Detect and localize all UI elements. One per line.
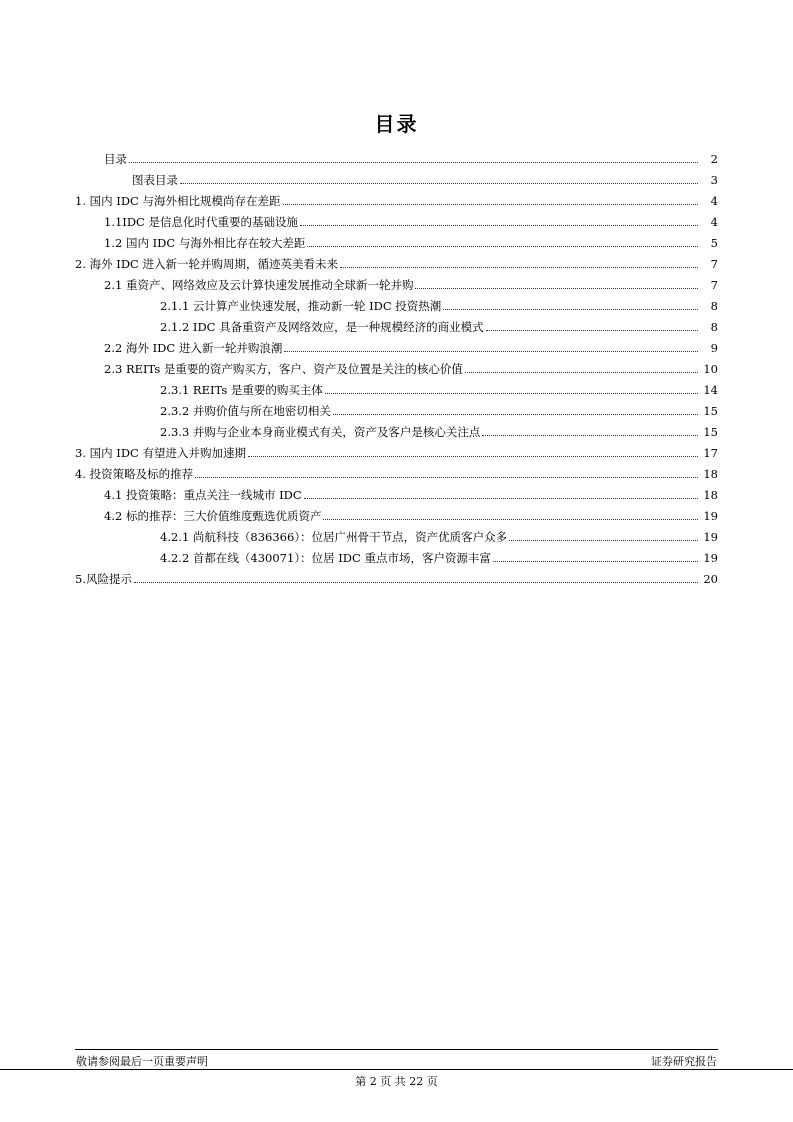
toc-entry-title: 2.1.2 IDC 具备重资产及网络效应，是一种规模经济的商业模式 — [160, 320, 484, 334]
page-title: 目录 — [374, 112, 419, 136]
toc-entry-title: 5.风险提示 — [75, 572, 132, 586]
toc-entry-page: 15 — [703, 404, 718, 418]
toc-entry[interactable] — [104, 272, 718, 292]
toc-entry-page: 7 — [710, 278, 718, 292]
toc-entry-title: 2.1.1 云计算产业快速发展，推动新一轮 IDC 投资热潮 — [160, 299, 442, 313]
toc-entry-page: 8 — [710, 299, 718, 313]
dot-leader — [300, 224, 698, 226]
toc-entry[interactable] — [104, 335, 718, 355]
toc-entry[interactable] — [75, 251, 718, 271]
toc-entry-title: 2.1 重资产、网络效应及云计算快速发展推动全球新一轮并购 — [104, 278, 414, 292]
toc-entry-title: 2. 海外 IDC 进入新一轮并购周期，循迹英美看未来 — [75, 257, 338, 271]
toc-entry[interactable] — [75, 566, 718, 586]
toc-entry-page: 10 — [703, 362, 718, 376]
toc-entry-title: 2.3 REITs 是重要的资产购买方，客户、资产及位置是关注的核心价值 — [104, 362, 463, 376]
dot-leader — [195, 476, 698, 478]
toc-entry-title: 4.2.2 首都在线（430071）：位居 IDC 重点市场，客户资源丰富 — [160, 551, 491, 565]
toc-entry-page: 8 — [710, 320, 718, 334]
toc-entry-page: 15 — [703, 425, 718, 439]
toc-entry[interactable] — [104, 230, 718, 250]
dot-leader — [493, 560, 698, 562]
toc-entry[interactable] — [160, 419, 718, 439]
toc-entry-page: 4 — [710, 215, 718, 229]
toc-entry[interactable] — [75, 461, 718, 481]
dot-leader — [509, 539, 698, 541]
toc-entry-title: 1. 国内 IDC 与海外相比规模尚存在差距 — [75, 194, 281, 208]
toc-entry[interactable] — [160, 293, 718, 313]
toc-entry-page: 19 — [703, 530, 718, 544]
footer-disclaimer: 敬请参阅最后一页重要声明 — [76, 1055, 208, 1068]
toc-entry-title: 4.2 标的推荐：三大价值维度甄选优质资产 — [104, 509, 322, 523]
dot-leader — [304, 497, 698, 499]
toc-entry-page: 3 — [710, 173, 718, 187]
toc-entry[interactable] — [160, 545, 718, 565]
dot-leader — [283, 203, 699, 205]
dot-leader — [443, 308, 698, 310]
dot-leader — [307, 245, 698, 247]
toc-entry-page: 19 — [703, 551, 718, 565]
toc-entry[interactable] — [104, 482, 718, 502]
footer-divider — [75, 1049, 718, 1050]
toc-entry-title: 图表目录 — [132, 173, 178, 187]
dot-leader — [340, 266, 698, 268]
toc-entry[interactable] — [104, 503, 718, 523]
toc-entry-title: 2.3.2 并购价值与所在地密切相关 — [160, 404, 331, 418]
toc-entry-title: 2.3.3 并购与企业本身商业模式有关，资产及客户是核心关注点 — [160, 425, 481, 439]
toc-entry-title: 1.1IDC 是信息化时代重要的基础设施 — [104, 215, 299, 229]
toc-entry-title: 1.2 国内 IDC 与海外相比存在较大差距 — [104, 236, 306, 250]
dot-leader — [415, 287, 698, 289]
toc-entry-page: 9 — [710, 341, 718, 355]
page-number: 第 2 页 共 22 页 — [355, 1075, 438, 1088]
dot-leader — [248, 455, 698, 457]
footer-bottom-divider — [0, 1069, 793, 1070]
toc-entry-page: 5 — [710, 236, 718, 250]
toc-entry-title: 4. 投资策略及标的推荐 — [75, 467, 194, 481]
dot-leader — [180, 182, 698, 184]
dot-leader — [284, 350, 698, 352]
toc-entry[interactable] — [160, 524, 718, 544]
toc-entry[interactable] — [104, 356, 718, 376]
toc-entry[interactable] — [104, 146, 718, 166]
toc-entry-page: 19 — [703, 509, 718, 523]
toc-entry-page: 20 — [703, 572, 718, 586]
toc-entry[interactable] — [75, 188, 718, 208]
toc-entry-page: 7 — [710, 257, 718, 271]
toc-entry-page: 2 — [710, 152, 718, 166]
toc-entry-title: 2.3.1 REITs 是重要的购买主体 — [160, 383, 323, 397]
dot-leader — [333, 413, 698, 415]
toc-entry-page: 4 — [710, 194, 718, 208]
toc-entry[interactable] — [104, 209, 718, 229]
dot-leader — [325, 392, 698, 394]
toc-entry-title: 2.2 海外 IDC 进入新一轮并购浪潮 — [104, 341, 283, 355]
toc-entry[interactable] — [160, 398, 718, 418]
footer-report-type: 证券研究报告 — [651, 1055, 717, 1068]
toc-entry-page: 18 — [703, 467, 718, 481]
dot-leader — [134, 581, 698, 583]
toc-entry-page: 18 — [703, 488, 718, 502]
toc-entry-title: 3. 国内 IDC 有望进入并购加速期 — [75, 446, 246, 460]
toc-entry[interactable] — [75, 440, 718, 460]
toc-entry-title: 目录 — [104, 152, 127, 166]
dot-leader — [482, 434, 698, 436]
dot-leader — [129, 161, 698, 163]
toc-entry[interactable] — [160, 314, 718, 334]
toc-entry-title: 4.2.1 尚航科技（836366）：位居广州骨干节点，资产优质客户众多 — [160, 530, 508, 544]
dot-leader — [486, 329, 698, 331]
toc-entry-title: 4.1 投资策略：重点关注一线城市 IDC — [104, 488, 302, 502]
toc-entry[interactable] — [132, 167, 718, 187]
toc-entry-page: 14 — [703, 383, 718, 397]
toc-entry[interactable] — [160, 377, 718, 397]
dot-leader — [323, 518, 698, 520]
toc-entry-page: 17 — [703, 446, 718, 460]
dot-leader — [465, 371, 698, 373]
